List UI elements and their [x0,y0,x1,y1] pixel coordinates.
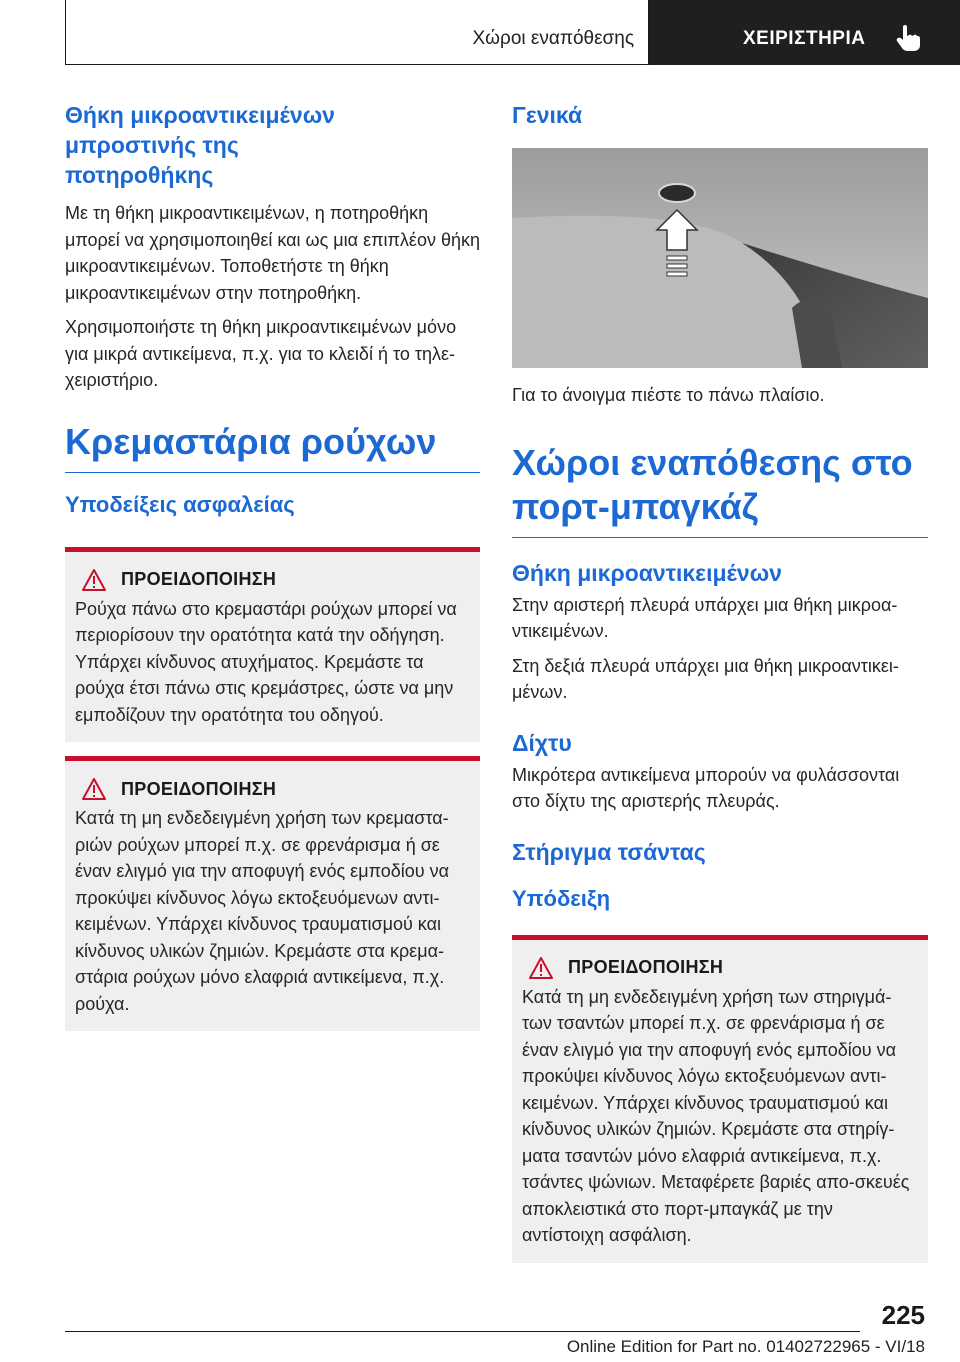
note-heading: Υπόδειξη [512,885,611,911]
safety-notes-heading: Υποδείξεις ασφαλείας [65,491,295,517]
footer-divider [65,1331,860,1332]
net-heading: Δίχτυ [512,729,572,756]
left-column [65,100,480,1031]
page-header [0,0,960,66]
roof-storage-photo [512,148,928,368]
header-tab-controls [649,0,960,65]
warning-box-1-text: Ρούχα πάνω στο κρεμαστάρι ρούχων μπορεί να περιορίσουν την ορατότητα κατά την οδήγηση. Υπάρχει κίνδυνος ατυχήματος. Κρεμάστε τα ρούχα έτσι πάνω στις κρεμάστρες, ώστε να μην εμποδίζουν την ορατότητα του οδηγού. [75,598,457,725]
hand-pointer-icon [895,24,921,52]
warning-box-3-title: ΠΡΟΕΙΔΟΠΟΙΗΣΗ [568,957,724,977]
header-tab-label: ΧΕΙΡΙΣΤΗΡΙΑ [743,28,866,49]
warning-box-2 [65,756,480,1031]
warning-box-2-header [75,777,470,801]
warning-box-2-text: Κατά τη μη ενδεδειγμένη χρήση των κρεμαστα-ριών ρούχων μπορεί π.χ. σε φρενάρισμα ή σε έναν ελιγμό για την αποφυγή ενός εμποδίου να προκύψει κίνδυνος λόγω εκτοξευόμενων αντι-κειμένων. Υπάρχει κίνδυνος τραυματισμού και κίνδυνος υλικών ζημιών. Κρεμάστε στα κρεμα-στάρια ρούχων μόνο ελαφριά αντικείμενα, π.χ. ρούχα. [75,808,450,1014]
warning-triangle-icon [528,956,554,980]
header-section-title: Χώροι εναπόθεσης [472,28,634,49]
coat-hooks-section-heading: Κρεμαστάρια ρούχων [65,420,480,473]
warning-box-3-text: Κατά τη μη ενδεδειγμένη χρήση των στηριγμά-των τσαντών μπορεί π.χ. σε φρενάρισμα ή σε έναν ελιγμό για την αποφυγή ενός εμποδίου να προκύψει κίνδυνος λόγω εκτοξευόμενων αντι-κειμένων. Υπάρχει κίνδυνος τραυματισμού και κίνδυνος υλικών ζημιών. Κρεμάστε στα στηρίγ-ματα τσαντών μόνο ελαφριά αντικείμενα, π.χ. τσάντες ψώνιων. Μεταφέρετε βαριές απο-σκευές αποκλειστικά στο πορτ-μπαγκάζ με την αντίστοιχη ασφάλιση. [522,986,910,1245]
warning-box-3-header [522,956,918,980]
page-number: 225 [881,1300,925,1330]
warning-triangle-icon [81,777,107,801]
warning-box-2-title: ΠΡΟΕΙΔΟΠΟΙΗΣΗ [121,778,277,799]
right-column [512,100,928,1263]
trunk-compartment-paragraph-2: Στη δεξιά πλευρά υπάρχει μια θήκη μικροαντικει-μένων. [512,655,899,702]
front-compartment-paragraph-1: Με τη θήκη μικροαντικειμένων, η ποτηροθήκη μπορεί να χρησιμοποιηθεί και ως μια επιπλέον θήκη μικροαντικειμένων. Τοποθετήστε τη θήκη μικροαντικειμένων στην ποτηροθήκη. [65,203,480,303]
footer-edition-text [567,1337,925,1357]
general-heading: Γενικά [512,102,583,128]
footer-edition-label: Online Edition for Part no. 01402722965 - VI/18 [566,1337,925,1356]
trunk-compartment-paragraph-1: Στην αριστερή πλευρά υπάρχει μια θήκη μικροα-ντικειμένων. [512,594,898,641]
net-paragraph: Μικρότερα αντικείμενα μπορούν να φυλάσσονται στο δίχτυ της αριστερής πλευράς. [512,764,900,811]
trunk-storage-section-heading: Χώροι εναπόθεσης στο πορτ-μπαγκάζ [512,441,928,538]
warning-box-1-header [75,568,470,592]
trunk-compartment-heading: Θήκη μικροαντικειμένων [512,559,782,586]
header-section-box [65,0,649,65]
bag-hook-heading: Στήριγμα τσάντας [512,838,706,865]
front-cupholder-compartment-heading: Θήκη μικροαντικειμένων μπροστινής της ποτηροθήκης [65,102,335,188]
warning-box-1-title: ΠΡΟΕΙΔΟΠΟΙΗΣΗ [121,569,277,589]
front-compartment-paragraph-2: Χρησιμοποιήστε τη θήκη μικροαντικειμένων μόνο για μικρά αντικείμενα, π.χ. για το κλειδί ή το τηλε-χειριστήριο. [65,317,457,390]
image-caption: Για το άνοιγμα πιέστε το πάνω πλαίσιο. [512,385,825,405]
warning-box-1 [65,547,480,743]
warning-box-3 [512,935,928,1263]
warning-triangle-icon [81,568,107,592]
